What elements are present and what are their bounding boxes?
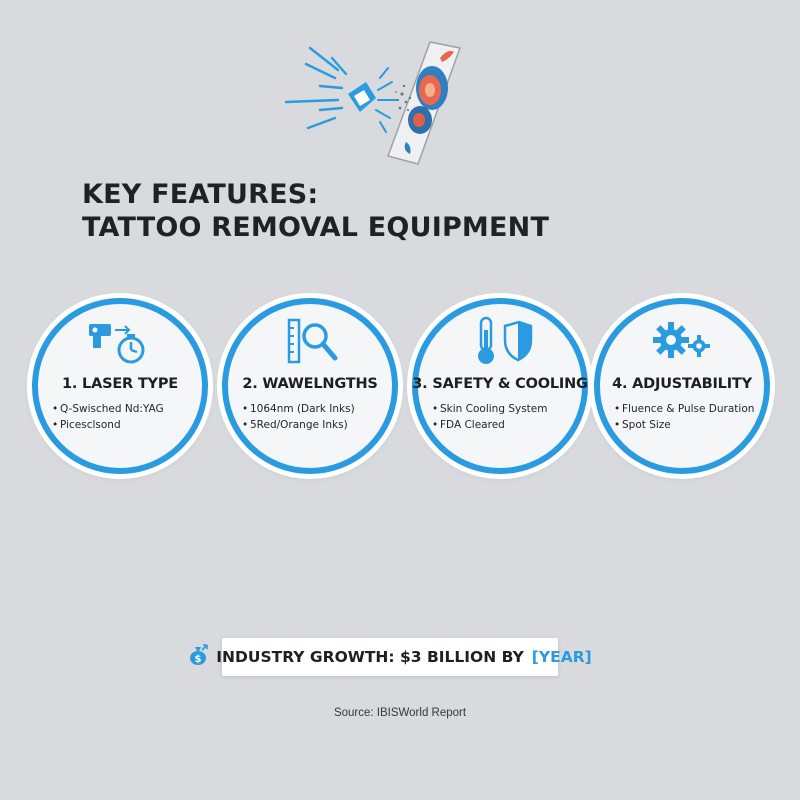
growth-year-placeholder: [YEAR]	[531, 648, 592, 666]
feature-bullet-list	[40, 401, 200, 433]
laser-timer-icon	[85, 316, 155, 366]
thermometer-shield-icon	[465, 316, 535, 366]
money-bag-icon	[188, 644, 208, 670]
ruler-magnifier-icon	[275, 316, 345, 366]
feature-heading: 4. ADJUSTABILITY	[612, 376, 752, 392]
feature-card-wavelengths	[222, 298, 398, 474]
feature-heading: 1. LASER TYPE	[62, 376, 178, 392]
feature-card-safety-cooling	[412, 298, 588, 474]
feature-bullet: • Q-Swisched Nd:YAG	[44, 401, 196, 417]
laser-on-tattoo-icon	[280, 38, 480, 168]
feature-bullet: • FDA Cleared	[424, 417, 576, 433]
gears-icon	[647, 316, 717, 366]
feature-card-adjustability	[594, 298, 770, 474]
feature-bullet: • 1064nm (Dark Inks)	[234, 401, 386, 417]
feature-bullet: • Skin Cooling System	[424, 401, 576, 417]
feature-bullet-list	[602, 401, 762, 433]
industry-growth-text: INDUSTRY GROWTH: $3 BILLION BY	[216, 648, 524, 666]
page-title-line-1: KEY FEATURES:	[82, 179, 319, 210]
feature-bullet-list	[230, 401, 390, 433]
feature-heading: 3. SAFETY & COOLING	[412, 376, 588, 392]
source-citation: Source: IBISWorld Report	[333, 707, 467, 719]
feature-bullet: • Picesclsond	[44, 417, 196, 433]
page-title-line-2: TATTOO REMOVAL EQUIPMENT	[82, 212, 550, 243]
industry-growth-banner	[194, 638, 592, 676]
feature-bullet: • 5Red/Orange Inks)	[234, 417, 386, 433]
page-title	[82, 178, 549, 244]
feature-heading: 2. WAWELNGTHS	[242, 376, 378, 392]
feature-bullet: • Fluence & Pulse Duration	[606, 401, 758, 417]
feature-bullet-list	[420, 401, 580, 433]
feature-card-laser-type	[32, 298, 208, 474]
svg-text:$: $	[194, 654, 202, 665]
feature-bullet: • Spot Size	[606, 417, 758, 433]
